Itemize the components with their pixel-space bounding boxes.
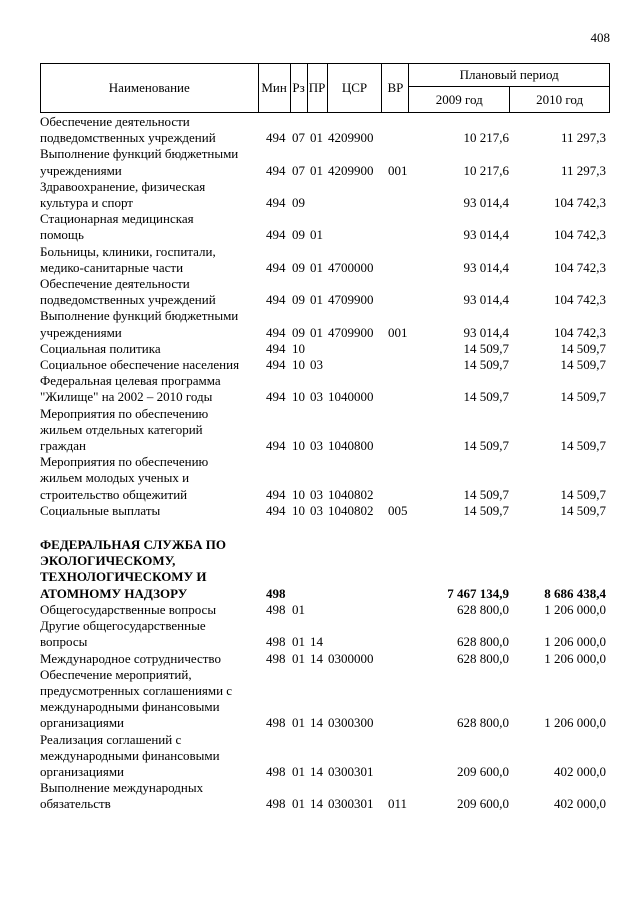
table-body <box>40 114 610 813</box>
row-rz: 07 <box>292 162 305 178</box>
row-min: 498 <box>266 585 286 601</box>
row-name-line: культура и спорт <box>40 195 133 211</box>
row-name-line: Социальные выплаты <box>40 502 161 518</box>
table-row <box>40 667 610 732</box>
row-value-2009: 93 014,4 <box>463 259 509 275</box>
row-min: 494 <box>266 502 286 518</box>
row-name <box>40 667 262 732</box>
row-name-line: Выполнение международных <box>40 780 204 796</box>
row-min: 494 <box>266 259 286 275</box>
row-value-2010: 104 742,3 <box>554 259 606 275</box>
row-rz: 09 <box>292 227 305 243</box>
row-min: 494 <box>266 389 286 405</box>
table-row <box>40 341 610 357</box>
row-name-line: Реализация соглашений с <box>40 731 182 747</box>
row-rz: 09 <box>292 195 305 211</box>
row-rz: 07 <box>292 130 305 146</box>
row-name-line: Стационарная медицинская <box>40 211 194 227</box>
row-name <box>40 651 262 667</box>
row-name <box>40 146 262 178</box>
row-name-line: Мероприятия по обеспечению <box>40 454 209 470</box>
row-min: 494 <box>266 292 286 308</box>
row-value-2009: 628 800,0 <box>457 715 509 731</box>
row-value-2010: 11 297,3 <box>560 130 606 146</box>
row-rz: 01 <box>292 715 305 731</box>
row-name <box>40 308 262 340</box>
row-pr: 03 <box>310 389 323 405</box>
row-csr: 4209900 <box>328 130 374 146</box>
spacer-row <box>40 519 610 537</box>
row-value-2009: 14 509,7 <box>463 486 509 502</box>
row-name-line: помощь <box>40 227 84 243</box>
row-name-line: организациями <box>40 763 124 779</box>
row-name-line: Социальное обеспечение населения <box>40 357 240 373</box>
row-min: 498 <box>266 650 286 666</box>
row-rz: 09 <box>292 324 305 340</box>
row-name <box>40 357 262 373</box>
row-name-line: Общегосударственные вопросы <box>40 601 217 617</box>
row-pr: 14 <box>310 715 323 731</box>
header-pr: ПР <box>307 64 327 113</box>
row-name-line: Федеральная целевая программа <box>40 373 221 389</box>
row-name <box>40 341 262 357</box>
header-planned: Плановый период <box>409 64 610 87</box>
row-min: 494 <box>266 340 286 356</box>
row-value-2010: 402 000,0 <box>554 796 606 812</box>
row-value-2009: 10 217,6 <box>463 162 509 178</box>
row-name-line: Международное сотрудничество <box>40 650 221 666</box>
row-value-2009: 93 014,4 <box>463 195 509 211</box>
row-name-line: Больницы, клиники, госпитали, <box>40 243 216 259</box>
row-value-2010: 14 509,7 <box>560 486 606 502</box>
row-value-2010: 1 206 000,0 <box>544 715 606 731</box>
table-row <box>40 308 610 340</box>
row-csr: 1040802 <box>328 502 374 518</box>
row-value-2010: 1 206 000,0 <box>544 634 606 650</box>
row-csr: 0300300 <box>328 715 374 731</box>
row-csr: 1040000 <box>328 389 374 405</box>
row-rz: 10 <box>292 438 305 454</box>
row-value-2009: 14 509,7 <box>463 389 509 405</box>
row-name-line: учреждениями <box>40 324 122 340</box>
row-value-2010: 14 509,7 <box>560 357 606 373</box>
row-rz: 10 <box>292 389 305 405</box>
row-pr: 14 <box>310 650 323 666</box>
row-value-2009: 209 600,0 <box>457 796 509 812</box>
row-min: 494 <box>266 324 286 340</box>
row-rz: 01 <box>292 634 305 650</box>
row-value-2009: 628 800,0 <box>457 650 509 666</box>
row-pr: 03 <box>310 502 323 518</box>
row-name-line: подведомственных учреждений <box>40 130 216 146</box>
row-pr: 03 <box>310 486 323 502</box>
row-name-line: Выполнение функций бюджетными <box>40 146 239 162</box>
row-name <box>40 114 262 146</box>
row-name-line: ЭКОЛОГИЧЕСКОМУ, <box>40 553 176 569</box>
row-pr: 03 <box>310 357 323 373</box>
row-value-2010: 11 297,3 <box>560 162 606 178</box>
row-name-line: учреждениями <box>40 162 122 178</box>
row-value-2010: 14 509,7 <box>560 389 606 405</box>
row-name-line: "Жилище" на 2002 – 2010 годы <box>40 389 213 405</box>
row-value-2010: 14 509,7 <box>560 340 606 356</box>
row-pr: 01 <box>310 162 323 178</box>
row-pr: 01 <box>310 259 323 275</box>
row-value-2009: 14 509,7 <box>463 340 509 356</box>
row-pr: 01 <box>310 130 323 146</box>
row-name-line: предусмотренных соглашениями с <box>40 682 233 698</box>
row-name <box>40 732 262 781</box>
row-csr: 0300301 <box>328 763 374 779</box>
row-value-2009: 209 600,0 <box>457 763 509 779</box>
row-pr: 14 <box>310 763 323 779</box>
row-name <box>40 618 262 650</box>
row-value-2010: 1 206 000,0 <box>544 650 606 666</box>
row-rz: 10 <box>292 502 305 518</box>
row-name <box>40 406 262 455</box>
row-rz: 01 <box>292 650 305 666</box>
table-row <box>40 454 610 503</box>
row-csr: 1040802 <box>328 486 374 502</box>
row-csr: 4709900 <box>328 324 374 340</box>
row-value-2010: 104 742,3 <box>554 324 606 340</box>
row-min: 498 <box>266 634 286 650</box>
row-name-line: Выполнение функций бюджетными <box>40 308 239 324</box>
row-vr: 001 <box>388 162 408 178</box>
row-min: 494 <box>266 486 286 502</box>
row-pr: 14 <box>310 796 323 812</box>
row-min: 498 <box>266 715 286 731</box>
row-name-line: ФЕДЕРАЛЬНАЯ СЛУЖБА ПО <box>40 537 226 553</box>
row-name <box>40 602 262 618</box>
row-min: 494 <box>266 438 286 454</box>
row-name <box>40 179 262 211</box>
row-name-line: граждан <box>40 438 86 454</box>
table-row <box>40 244 610 276</box>
row-name <box>40 537 262 602</box>
row-csr: 1040800 <box>328 438 374 454</box>
header-csr: ЦСР <box>327 64 382 113</box>
row-value-2010: 1 206 000,0 <box>544 601 606 617</box>
row-value-2010: 14 509,7 <box>560 502 606 518</box>
row-value-2009: 628 800,0 <box>457 601 509 617</box>
header-rz: Рз <box>290 64 307 113</box>
row-rz: 01 <box>292 601 305 617</box>
row-rz: 01 <box>292 763 305 779</box>
header-vr: ВР <box>382 64 409 113</box>
row-name <box>40 373 262 405</box>
table-row <box>40 114 610 146</box>
row-min: 494 <box>266 227 286 243</box>
row-name-line: вопросы <box>40 634 88 650</box>
row-value-2009: 10 217,6 <box>463 130 509 146</box>
row-vr: 005 <box>388 502 408 518</box>
table-row <box>40 503 610 519</box>
row-min: 494 <box>266 130 286 146</box>
row-name-line: международными финансовыми <box>40 747 220 763</box>
row-name-line: подведомственных учреждений <box>40 292 216 308</box>
row-value-2009: 93 014,4 <box>463 324 509 340</box>
row-min: 494 <box>266 195 286 211</box>
row-name-line: строительство общежитий <box>40 486 188 502</box>
row-csr: 4709900 <box>328 292 374 308</box>
table-header <box>40 63 610 113</box>
row-pr: 01 <box>310 227 323 243</box>
row-value-2009: 93 014,4 <box>463 227 509 243</box>
row-value-2010: 104 742,3 <box>554 195 606 211</box>
table-row <box>40 179 610 211</box>
row-csr: 4209900 <box>328 162 374 178</box>
row-name <box>40 503 262 519</box>
row-vr: 001 <box>388 324 408 340</box>
table-row <box>40 373 610 405</box>
row-name-line: Обеспечение мероприятий, <box>40 666 192 682</box>
row-name <box>40 276 262 308</box>
row-value-2009: 628 800,0 <box>457 634 509 650</box>
row-value-2010: 8 686 438,4 <box>544 585 606 601</box>
row-value-2009: 93 014,4 <box>463 292 509 308</box>
row-name-line: медико-санитарные части <box>40 259 184 275</box>
row-rz: 10 <box>292 486 305 502</box>
header-year-2009: 2009 год <box>409 87 510 113</box>
row-csr: 4700000 <box>328 259 374 275</box>
row-min: 498 <box>266 796 286 812</box>
row-name-line: АТОМНОМУ НАДЗОРУ <box>40 585 188 601</box>
row-name-line: организациями <box>40 715 124 731</box>
row-pr: 01 <box>310 324 323 340</box>
table-row <box>40 537 610 602</box>
row-value-2010: 14 509,7 <box>560 438 606 454</box>
row-name-line: международными финансовыми <box>40 699 220 715</box>
row-name <box>40 244 262 276</box>
row-name-line: Обеспечение деятельности <box>40 276 190 292</box>
row-value-2009: 14 509,7 <box>463 502 509 518</box>
row-rz: 01 <box>292 796 305 812</box>
row-name-line: Другие общегосударственные <box>40 618 206 634</box>
row-value-2010: 104 742,3 <box>554 292 606 308</box>
row-name-line: жильем отдельных категорий <box>40 421 203 437</box>
page-number: 408 <box>590 30 610 45</box>
table-row <box>40 780 610 812</box>
row-name <box>40 211 262 243</box>
header-year-2010: 2010 год <box>510 87 610 113</box>
row-vr: 011 <box>388 796 408 812</box>
row-name <box>40 780 262 812</box>
row-rz: 09 <box>292 259 305 275</box>
row-rz: 09 <box>292 292 305 308</box>
row-value-2009: 14 509,7 <box>463 357 509 373</box>
table-row <box>40 602 610 618</box>
row-value-2009: 7 467 134,9 <box>447 585 509 601</box>
row-min: 494 <box>266 162 286 178</box>
table-row <box>40 276 610 308</box>
row-csr: 0300000 <box>328 650 374 666</box>
row-name-line: Социальная политика <box>40 340 161 356</box>
row-min: 494 <box>266 357 286 373</box>
table-row <box>40 651 610 667</box>
row-pr: 14 <box>310 634 323 650</box>
row-name-line: ТЕХНОЛОГИЧЕСКОМУ И <box>40 569 207 585</box>
header-name: Наименование <box>41 64 259 113</box>
table-row <box>40 211 610 243</box>
row-min: 498 <box>266 763 286 779</box>
row-pr: 03 <box>310 438 323 454</box>
row-name-line: Обеспечение деятельности <box>40 114 190 129</box>
table-row <box>40 618 610 650</box>
table-row <box>40 146 610 178</box>
row-name-line: жильем молодых ученых и <box>40 470 190 486</box>
table-row <box>40 732 610 781</box>
row-rz: 10 <box>292 340 305 356</box>
row-name-line: Мероприятия по обеспечению <box>40 405 209 421</box>
table-row <box>40 406 610 455</box>
row-name <box>40 454 262 503</box>
row-value-2009: 14 509,7 <box>463 438 509 454</box>
row-name-line: обязательств <box>40 796 111 812</box>
row-value-2010: 402 000,0 <box>554 763 606 779</box>
table-row <box>40 357 610 373</box>
row-rz: 10 <box>292 357 305 373</box>
row-value-2010: 104 742,3 <box>554 227 606 243</box>
row-name-line: Здравоохранение, физическая <box>40 178 206 194</box>
header-min: Мин <box>258 64 290 113</box>
row-min: 498 <box>266 601 286 617</box>
row-pr: 01 <box>310 292 323 308</box>
row-csr: 0300301 <box>328 796 374 812</box>
